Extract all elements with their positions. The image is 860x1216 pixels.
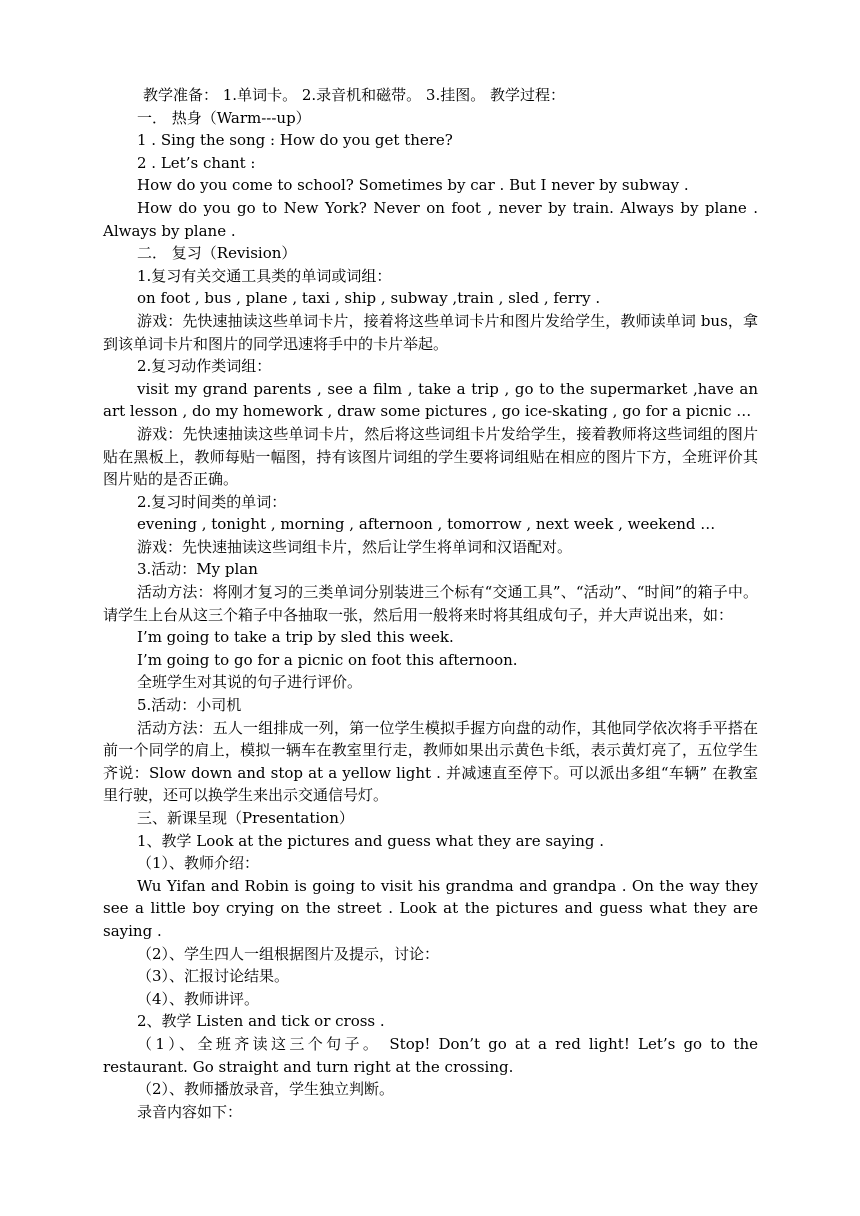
paragraph: 3.活动：My plan xyxy=(137,560,258,579)
paragraph: I’m going to go for a picnic on foot this afternoon. xyxy=(137,650,518,669)
paragraph: 活动方法：将刚才复习的三类单词分别装进三个标有“交通工具”、“活动”、“时间”的箱子中。请学生上台从这三个箱子中各抽取一张，然后用一般将来时将其组成句子，并大声说出来，如： xyxy=(103,583,758,624)
paragraph: 全班学生对其说的句子进行评价。 xyxy=(137,673,363,692)
paragraph: evening , tonight , morning , afternoon , tomorrow , next week , weekend … xyxy=(137,515,716,534)
document-body xyxy=(103,84,758,1123)
paragraph: on foot , bus , plane , taxi , ship , subway ,train , sled , ferry . xyxy=(137,289,601,308)
paragraph: I’m going to take a trip by sled this week. xyxy=(137,628,454,647)
paragraph: 2.复习时间类的单词： xyxy=(137,492,287,511)
paragraph: 游戏：先快速抽读这些词组卡片，然后让学生将单词和汉语配对。 xyxy=(137,537,573,556)
paragraph: visit my grand parents , see a film , take a trip , go to the supermarket ,have an art lesson , do my homework , draw some pictures , go ice-skating , go for a picnic … xyxy=(103,379,758,421)
paragraph: 活动方法：五人一组排成一列，第一位学生模拟手握方向盘的动作，其他同学依次将手平搭在前一个同学的肩上，模拟一辆车在教室里行走，教师如果出示黄色卡纸，表示黄灯亮了，五位学生齐说：Slow down and stop at a yellow light . 并减速直至停下。可以派出多组“车辆” 在教室里行驶，还可以换学生来出示交通信号灯。 xyxy=(103,718,758,805)
heading-presentation: 三、新课呈现（Presentation） xyxy=(137,809,354,827)
heading-warmup: 一． 热身（Warm---up） xyxy=(137,108,311,127)
paragraph: Wu Yifan and Robin is going to visit his grandma and grandpa . On the way they see a little boy crying on the street . Look at the pictures and guess what they are saying . xyxy=(103,876,758,940)
paragraph: 2.复习动作类词组： xyxy=(137,357,272,376)
paragraph: 2、教学 Listen and tick or cross . xyxy=(137,1012,385,1031)
paragraph: （3）、汇报讨论结果。 xyxy=(137,967,290,986)
paragraph: 游戏：先快速抽读这些单词卡片，然后将这些词组卡片发给学生，接着教师将这些词组的图片贴在黑板上，教师每贴一幅图，持有该图片词组的学生要将词组贴在相应的图片下方，全班评价其图片贴的是否正确。 xyxy=(103,424,758,489)
paragraph: （2）、学生四人一组根据图片及提示，讨论： xyxy=(137,944,440,963)
paragraph: （1）、教师介绍： xyxy=(137,854,260,873)
paragraph: How do you go to New York? Never on foot , never by train. Always by plane . Always by plane . xyxy=(103,198,758,240)
paragraph: How do you come to school? Sometimes by car . But I never by subway . xyxy=(137,176,689,195)
paragraph: 1 . Sing the song : How do you get there? xyxy=(137,131,453,150)
paragraph: （2）、教师播放录音，学生独立判断。 xyxy=(137,1080,395,1099)
paragraph: 1.复习有关交通工具类的单词或词组： xyxy=(137,266,392,285)
paragraph: 游戏：先快速抽读这些单词卡片，接着将这些单词卡片和图片发给学生，教师读单词 bus，拿到该单词卡片和图片的同学迅速将手中的卡片举起。 xyxy=(103,311,758,353)
paragraph-prep: 教学准备： 1.单词卡。 2.录音机和磁带。 3.挂图。 教学过程： xyxy=(143,86,566,104)
heading-revision: 二． 复习（Revision） xyxy=(137,244,297,263)
paragraph: 录音内容如下： xyxy=(137,1102,243,1121)
paragraph: 1、教学 Look at the pictures and guess what they are saying . xyxy=(137,831,605,850)
paragraph: （1）、全班齐读这三个句子。 Stop! Don’t go at a red light! Let’s go to the restaurant. Go straight and turn right at the crossing. xyxy=(103,1034,758,1076)
paragraph: 5.活动：小司机 xyxy=(137,696,242,715)
paragraph: 2 . Let’s chant : xyxy=(137,153,256,172)
paragraph: （4）、教师讲评。 xyxy=(137,989,260,1008)
